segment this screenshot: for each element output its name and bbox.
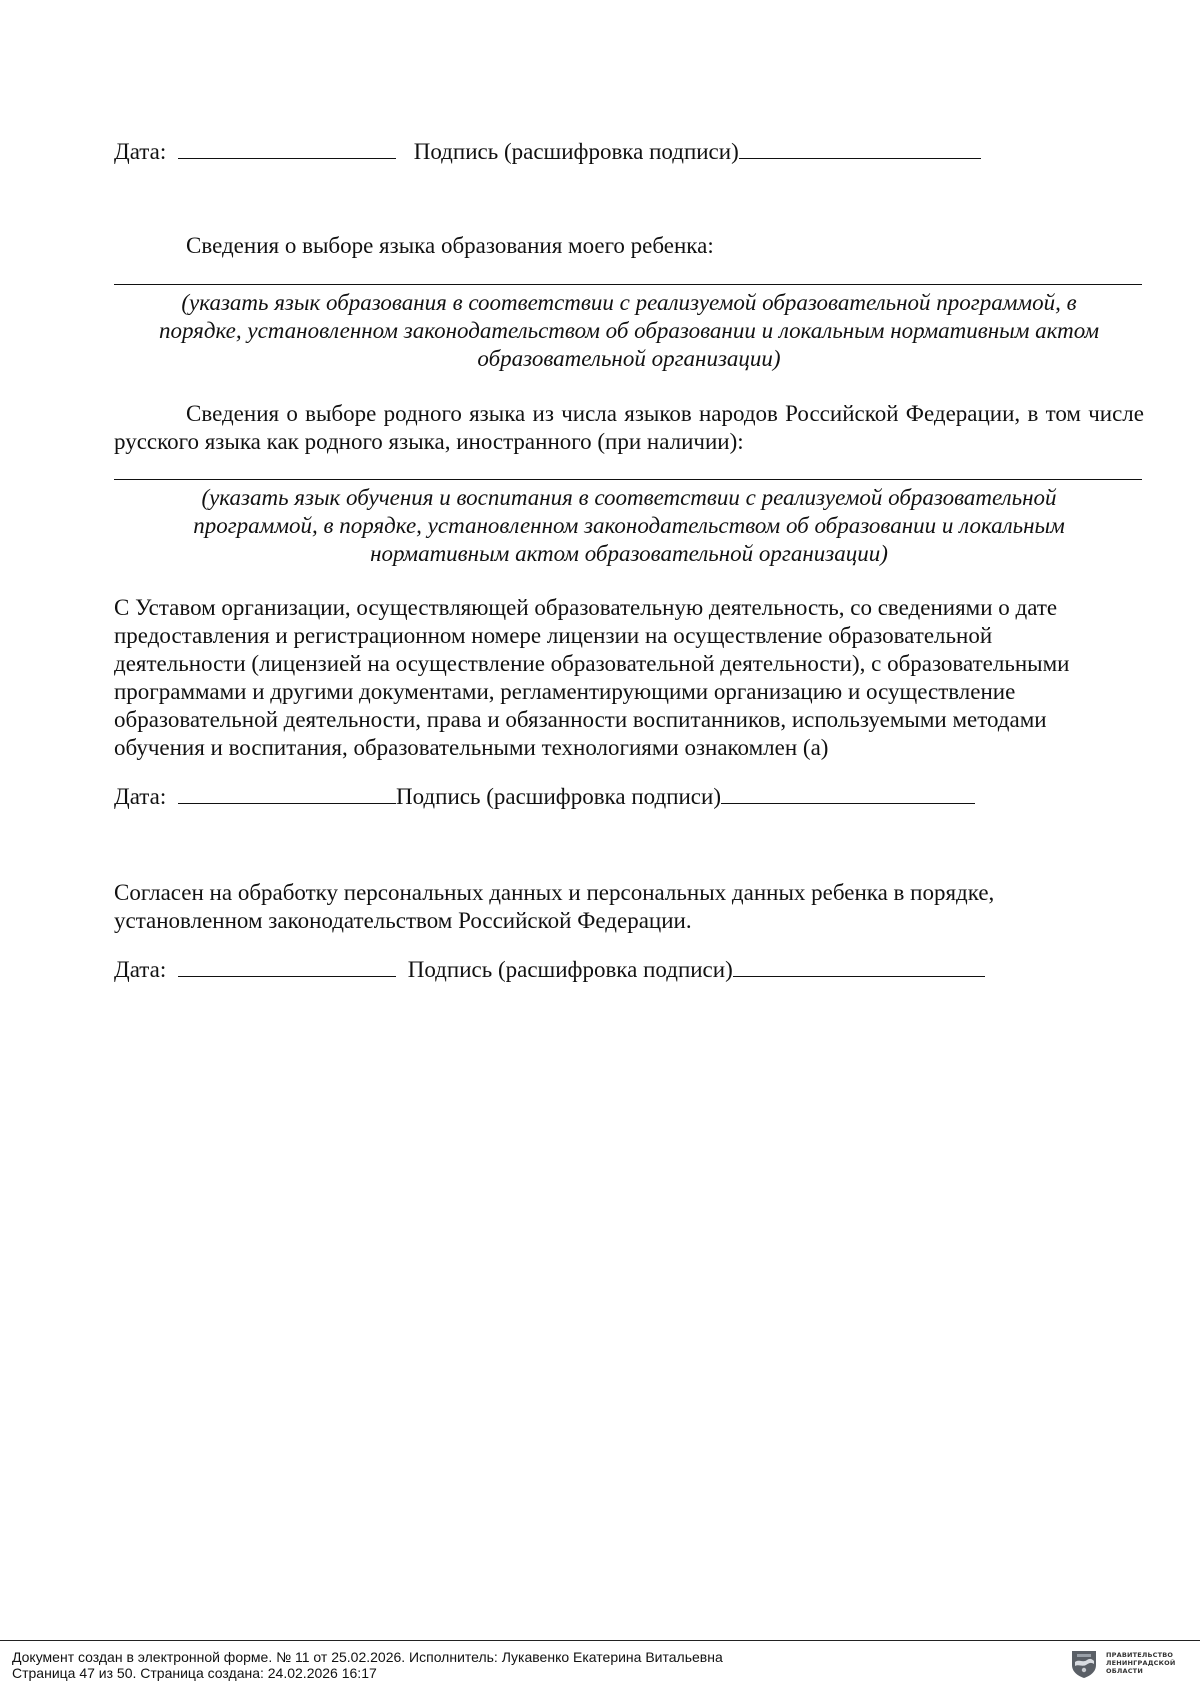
coat-of-arms-icon (1070, 1649, 1098, 1679)
signature-line-3 (114, 954, 985, 984)
education-language-blank (114, 284, 1142, 285)
paragraph-line: обучения и воспитания, образовательными технологиями ознакомлен (а) (114, 735, 829, 760)
hint-line: программой, в порядке, установленном законодательством об образовании и локальным (193, 513, 1065, 538)
footer-line-1: Документ создан в электронной форме. № 11 от 25.02.2026. Исполнитель: Лукавенко Екатерина Витальевна (12, 1649, 723, 1665)
signature-blank (721, 781, 975, 804)
paragraph-line: Согласен на обработку персональных данных и персональных данных ребенка в порядке, (114, 880, 995, 905)
charter-acknowledgement (114, 594, 1144, 762)
date-blank (178, 781, 396, 804)
native-language-blank (114, 479, 1142, 480)
signature-blank (733, 954, 985, 977)
hint-line: (указать язык обучения и воспитания в соответствии с реализуемой образовательной (201, 485, 1057, 510)
paragraph-line: С Уставом организации, осуществляющей образовательную деятельность, со сведениями о дате (114, 595, 1058, 620)
signature-blank (739, 136, 981, 159)
date-label: Дата: (114, 957, 167, 982)
hint-line: нормативным актом образовательной организации) (370, 541, 888, 566)
hint-line: (указать язык образования в соответствии с реализуемой образовательной программой, в (181, 290, 1077, 315)
document-footer (0, 1640, 1200, 1699)
signature-label: Подпись (расшифровка подписи) (407, 957, 733, 982)
paragraph-line: предоставления и регистрационном номере лицензии на осуществление образовательной (114, 623, 993, 648)
paragraph-line: деятельности (лицензией на осуществление образовательной деятельности), с образовательными (114, 651, 1070, 676)
government-name: ПРАВИТЕЛЬСТВО ЛЕНИНГРАДСКОЙ ОБЛАСТИ (1106, 1651, 1176, 1675)
date-label: Дата: (114, 139, 167, 164)
education-language-heading: Сведения о выборе языка образования моего ребенка: (186, 233, 714, 258)
hint-line: образовательной организации) (477, 346, 781, 371)
paragraph-line: образовательной деятельности, права и обязанности воспитанников, используемыми методами (114, 707, 1047, 732)
signature-label: Подпись (расшифровка подписи) (413, 139, 739, 164)
date-blank (178, 954, 396, 977)
paragraph-line: программами и другими документами, регламентирующими организацию и осуществление (114, 679, 1016, 704)
native-language-heading: Сведения о выборе родного языка из числа языков народов Российской Федерации, в том числе русского языка как родного языка, иностранного (при наличии): (114, 401, 1144, 454)
date-blank (178, 136, 396, 159)
signature-line-1 (114, 136, 981, 166)
personal-data-consent (114, 879, 1144, 935)
native-language-hint (114, 484, 1144, 568)
hint-line: порядке, установленном законодательством об образовании и локальным нормативным актом (158, 318, 1100, 343)
footer-text (12, 1649, 723, 1681)
paragraph-line: установленном законодательством Российской Федерации. (114, 908, 692, 933)
education-language-hint (114, 289, 1144, 373)
footer-line-2: Страница 47 из 50. Страница создана: 24.02.2026 16:17 (12, 1665, 377, 1681)
signature-line-2 (114, 781, 975, 811)
signature-label: Подпись (расшифровка подписи) (395, 784, 721, 809)
date-label: Дата: (114, 784, 167, 809)
